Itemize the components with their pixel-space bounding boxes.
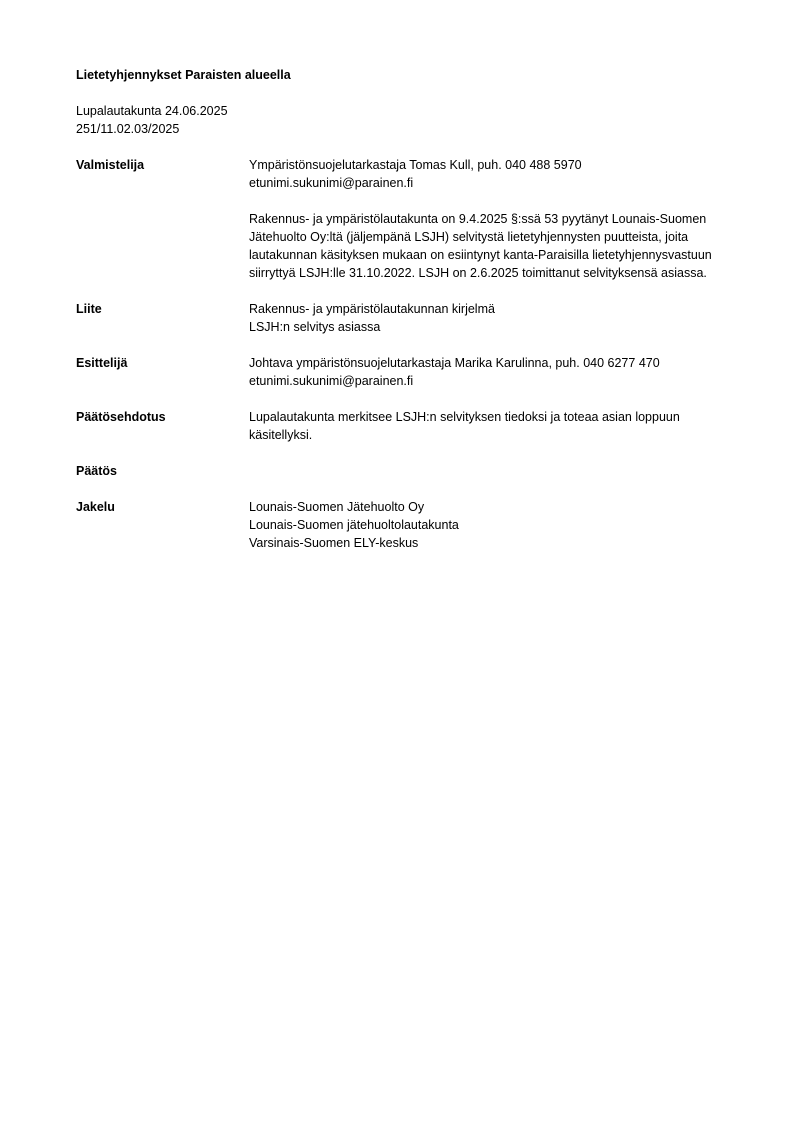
distribution-item: Lounais-Suomen Jätehuolto Oy xyxy=(249,500,425,514)
section-label-attachment: Liite xyxy=(76,302,102,316)
document-page xyxy=(76,66,744,552)
paragraph-gap xyxy=(249,192,744,210)
section-content-preparer xyxy=(249,156,744,282)
preparer-body: Rakennus- ja ympäristölautakunta on 9.4.2025 §:ssä 53 pyytänyt Lounais-Suomen Jätehuolto Oy:ltä (jäljempänä LSJH) selvitystä lietetyhjennysten puutteista, joita lautakunnan käsityksen mukaan on esiintynyt kanta-Paraisilla lietetyhjennysvastuun siirryttyä LSJH:lle 31.10.2022. LSJH on 2.6.2025 toimittanut selvityksensä asiassa. xyxy=(249,212,712,280)
section-label-decision: Päätös xyxy=(76,464,117,478)
section-label-presenter: Esittelijä xyxy=(76,356,128,370)
distribution-item: Lounais-Suomen jätehuoltolautakunta xyxy=(249,518,459,532)
record-number: 251/11.02.03/2025 xyxy=(76,122,180,136)
proposal-text: Lupalautakunta merkitsee LSJH:n selvityksen tiedoksi ja toteaa asian loppuun käsitellyksi. xyxy=(249,410,680,442)
section-label-preparer: Valmistelija xyxy=(76,158,145,172)
section-content-attachment xyxy=(249,300,744,336)
document-meta xyxy=(76,102,744,138)
section-attachment xyxy=(76,300,744,336)
section-label-proposal: Päätösehdotus xyxy=(76,410,166,424)
section-distribution xyxy=(76,498,744,552)
section-decision xyxy=(76,462,744,480)
presenter-name: Johtava ympäristönsuojelutarkastaja Marika Karulinna, puh. 040 6277 470 xyxy=(249,356,660,370)
attachment-item: LSJH:n selvitys asiassa xyxy=(249,320,381,334)
distribution-item: Varsinais-Suomen ELY-keskus xyxy=(249,536,419,550)
section-preparer xyxy=(76,156,744,282)
section-content-presenter xyxy=(249,354,744,390)
preparer-name: Ympäristönsuojelutarkastaja Tomas Kull, puh. 040 488 5970 xyxy=(249,158,582,172)
section-content-distribution xyxy=(249,498,744,552)
section-proposal xyxy=(76,408,744,444)
presenter-email: etunimi.sukunimi@parainen.fi xyxy=(249,374,414,388)
document-title: Lietetyhjennykset Paraisten alueella xyxy=(76,68,291,82)
preparer-email: etunimi.sukunimi@parainen.fi xyxy=(249,176,414,190)
meeting-line: Lupalautakunta 24.06.2025 xyxy=(76,104,228,118)
section-presenter xyxy=(76,354,744,390)
attachment-item: Rakennus- ja ympäristölautakunnan kirjelmä xyxy=(249,302,495,316)
section-label-distribution: Jakelu xyxy=(76,500,115,514)
section-content-decision xyxy=(249,462,744,480)
section-content-proposal xyxy=(249,408,744,444)
